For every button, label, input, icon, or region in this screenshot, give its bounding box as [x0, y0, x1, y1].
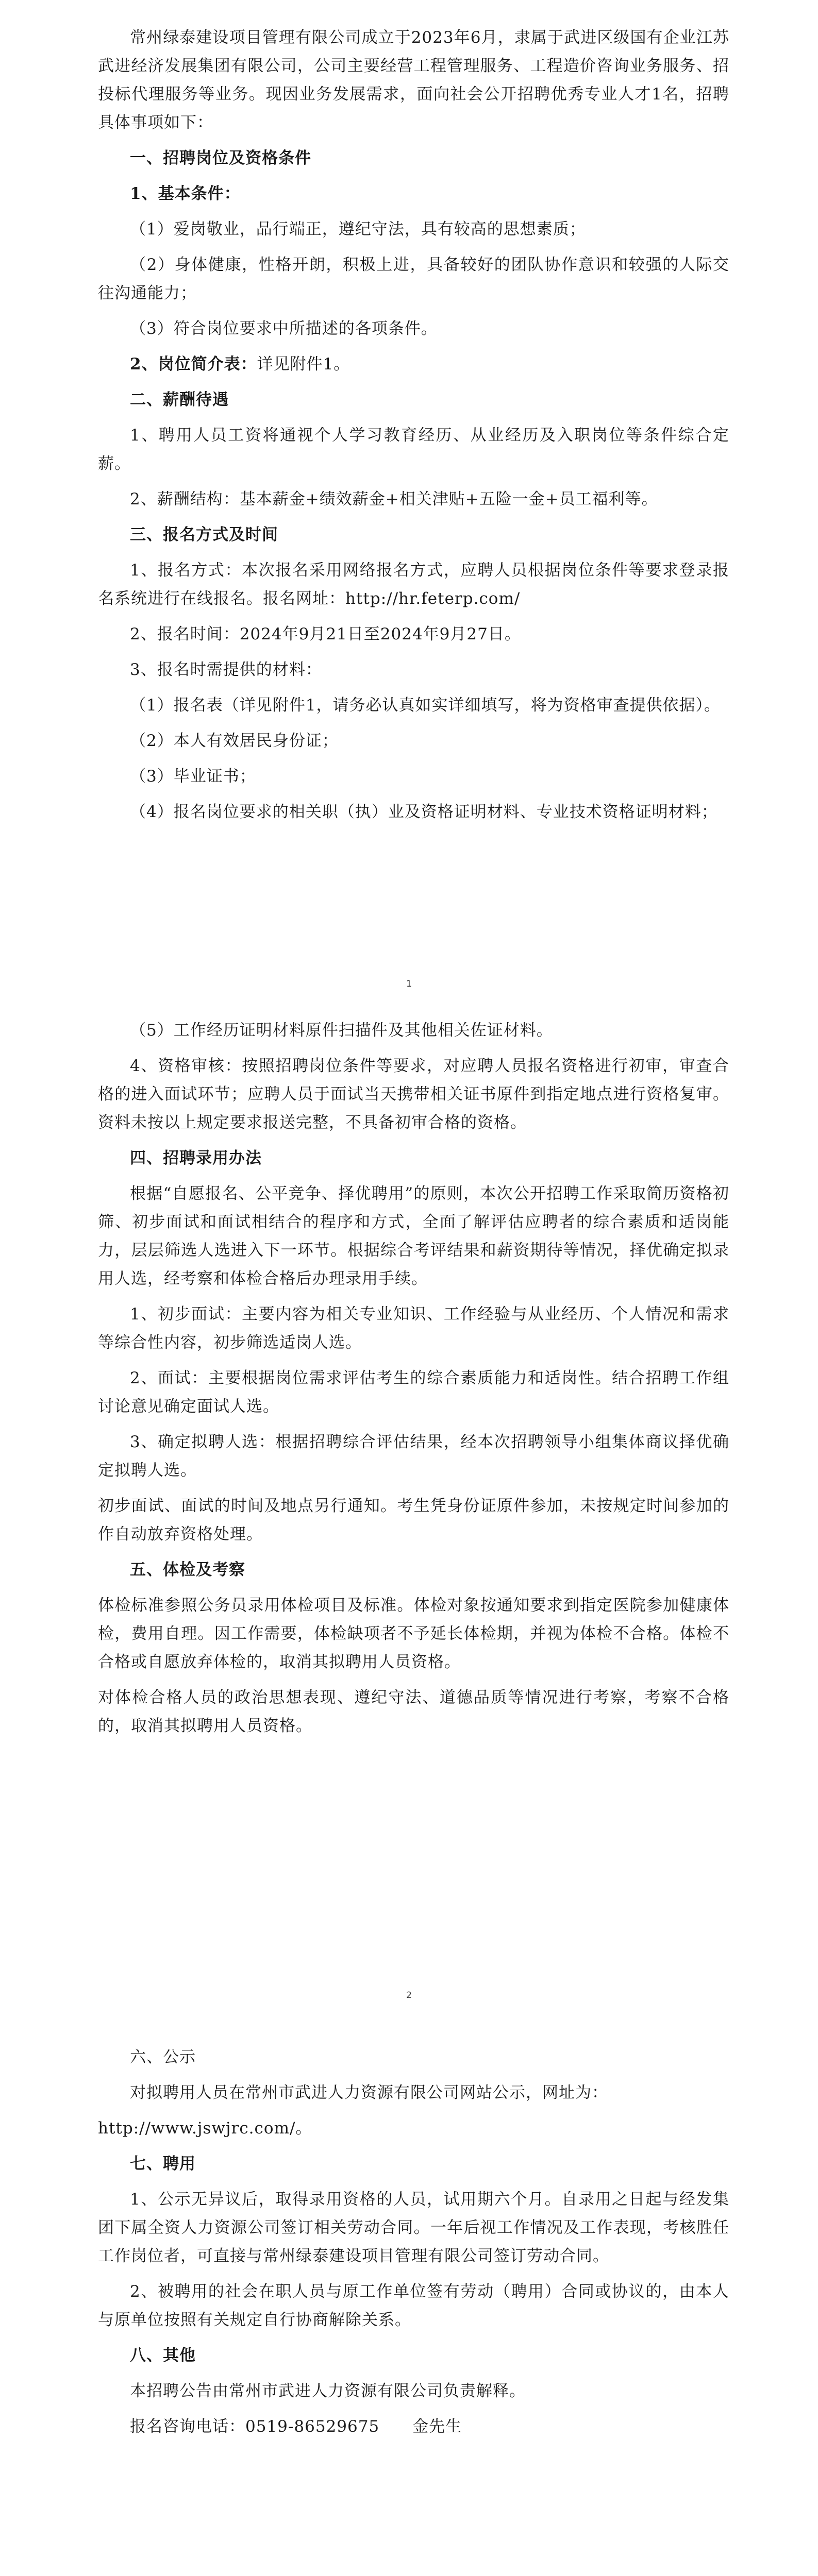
material-5: （5）工作经历证明材料原件扫描件及其他相关佐证材料。 — [130, 1021, 553, 1040]
document-page-1 — [0, 0, 818, 1011]
condition-3: （3）符合岗位要求中所描述的各项条件。 — [130, 319, 438, 338]
basic-conditions-heading: 1、基本条件： — [130, 184, 241, 203]
condition-2: （2）身体健康，性格开朗，积极上进，具备较好的团队协作意识和较强的人际交往沟通能力； — [98, 256, 729, 302]
page-1-body — [98, 24, 729, 826]
page-number-2: 2 — [406, 1990, 412, 2001]
section-1-heading: 一、招聘岗位及资格条件 — [130, 149, 311, 167]
publicity-url: http://www.jswjrc.com/。 — [98, 2119, 312, 2138]
page-3-body — [98, 2043, 729, 2441]
employment-item-1: 1、公示无异议后，取得录用资格的人员，试用期六个月。自录用之日起与经发集团下属全资人力资源公司签订相关劳动合同。一年后视工作情况及工作表现，考核胜任工作岗位者，可直接与常州绿泰建设项目管理有限公司签订劳动合同。 — [98, 2190, 729, 2265]
section-2-heading: 二、薪酬待遇 — [130, 391, 229, 409]
intro-paragraph: 常州绿泰建设项目管理有限公司成立于2023年6月，隶属于武进区级国有企业江苏武进经济发展集团有限公司，公司主要经营工程管理服务、工程造价咨询业务服务、招投标代理服务等业务。现因业务发展需求，面向社会公开招聘优秀专业人才1名，招聘具体事项如下： — [98, 28, 729, 132]
section-6-heading: 六、公示 — [130, 2048, 196, 2066]
page-2-body — [98, 1016, 729, 1740]
section-4-heading: 四、招聘录用办法 — [130, 1149, 262, 1167]
publicity-text: 对拟聘用人员在常州市武进人力资源有限公司网站公示，网址为： — [130, 2083, 608, 2102]
section-8-heading: 八、其他 — [130, 2346, 196, 2365]
interpretation-note: 本招聘公告由常州市武进人力资源有限公司负责解释。 — [130, 2382, 526, 2400]
employment-item-2: 2、被聘用的社会在职人员与原工作单位签有劳动（聘用）合同或协议的，由本人与原单位按照有关规定自行协商解除关系。 — [98, 2282, 729, 2329]
qualification-review: 4、资格审核：按照招聘岗位条件等要求，对应聘人员报名资格进行初审，审查合格的进入面试环节；应聘人员于面试当天携带相关证书原件到指定地点进行资格复审。资料未按以上规定要求报送完整，不具备初审合格的资格。 — [98, 1057, 729, 1132]
material-1: （1）报名表（详见附件1，请务必认真如实详细填写，将为资格审查提供依据）。 — [130, 696, 721, 715]
position-table-line — [98, 350, 729, 379]
condition-1: （1）爱岗敬业，品行端正，遵纪守法，具有较高的思想素质； — [130, 220, 586, 239]
section-5-heading: 五、体检及考察 — [130, 1561, 245, 1579]
background-check-text: 对体检合格人员的政治思想表现、遵纪守法、道德品质等情况进行考察，考察不合格的，取消其拟聘用人员资格。 — [98, 1688, 729, 1735]
registration-time: 2、报名时间：2024年9月21日至2024年9月27日。 — [130, 625, 521, 643]
contact-phone: 报名咨询电话：0519-86529675 金先生 — [130, 2417, 462, 2436]
document-page-2 — [0, 1011, 818, 2023]
material-3: （3）毕业证书； — [130, 767, 256, 786]
interview-note: 初步面试、面试的时间及地点另行通知。考生凭身份证原件参加，未按规定时间参加的作自动放弃资格处理。 — [98, 1497, 729, 1544]
position-table-label: 2、岗位简介表： — [130, 355, 257, 374]
material-4: （4）报名岗位要求的相关职（执）业及资格证明材料、专业技术资格证明材料； — [130, 803, 718, 821]
salary-item-1: 1、聘用人员工资将通视个人学习教育经历、从业经历及入职岗位等条件综合定薪。 — [98, 426, 729, 473]
position-table-text: 详见附件1。 — [257, 355, 350, 374]
interview: 2、面试：主要根据岗位需求评估考生的综合素质能力和适岗性。结合招聘工作组讨论意见确定面试人选。 — [98, 1369, 729, 1416]
section-3-heading: 三、报名方式及时间 — [130, 526, 278, 544]
document-page-3 — [0, 2023, 818, 2576]
material-2: （2）本人有效居民身份证； — [130, 732, 339, 750]
preliminary-interview: 1、初步面试：主要内容为相关专业知识、工作经验与从业经历、个人情况和需求等综合性内容，初步筛选适岗人选。 — [98, 1305, 729, 1352]
salary-item-2: 2、薪酬结构：基本薪金+绩效薪金+相关津贴+五险一金+员工福利等。 — [130, 490, 658, 509]
materials-heading: 3、报名时需提供的材料： — [130, 660, 322, 679]
registration-method: 1、报名方式：本次报名采用网络报名方式，应聘人员根据岗位条件等要求登录报名系统进行在线报名。报名网址：http://hr.feterp.com/ — [98, 561, 729, 608]
recruitment-method-intro: 根据“自愿报名、公平竞争、择优聘用”的原则，本次公开招聘工作采取简历资格初筛、初步面试和面试相结合的程序和方式，全面了解评估应聘者的综合素质和适岗能力，层层筛选人选进入下一环节。根据综合考评结果和薪资期待等情况，择优确定拟录用人选，经考察和体检合格后办理录用手续。 — [98, 1184, 729, 1288]
candidate-selection: 3、确定拟聘人选：根据招聘综合评估结果，经本次招聘领导小组集体商议择优确定拟聘人选。 — [98, 1433, 729, 1480]
physical-exam-text: 体检标准参照公务员录用体检项目及标准。体检对象按通知要求到指定医院参加健康体检，费用自理。因工作需要，体检缺项者不予延长体检期，并视为体检不合格。体检不合格或自愿放弃体检的，取消其拟聘用人员资格。 — [98, 1596, 729, 1671]
section-7-heading: 七、聘用 — [130, 2155, 196, 2173]
page-number-1: 1 — [406, 979, 412, 989]
